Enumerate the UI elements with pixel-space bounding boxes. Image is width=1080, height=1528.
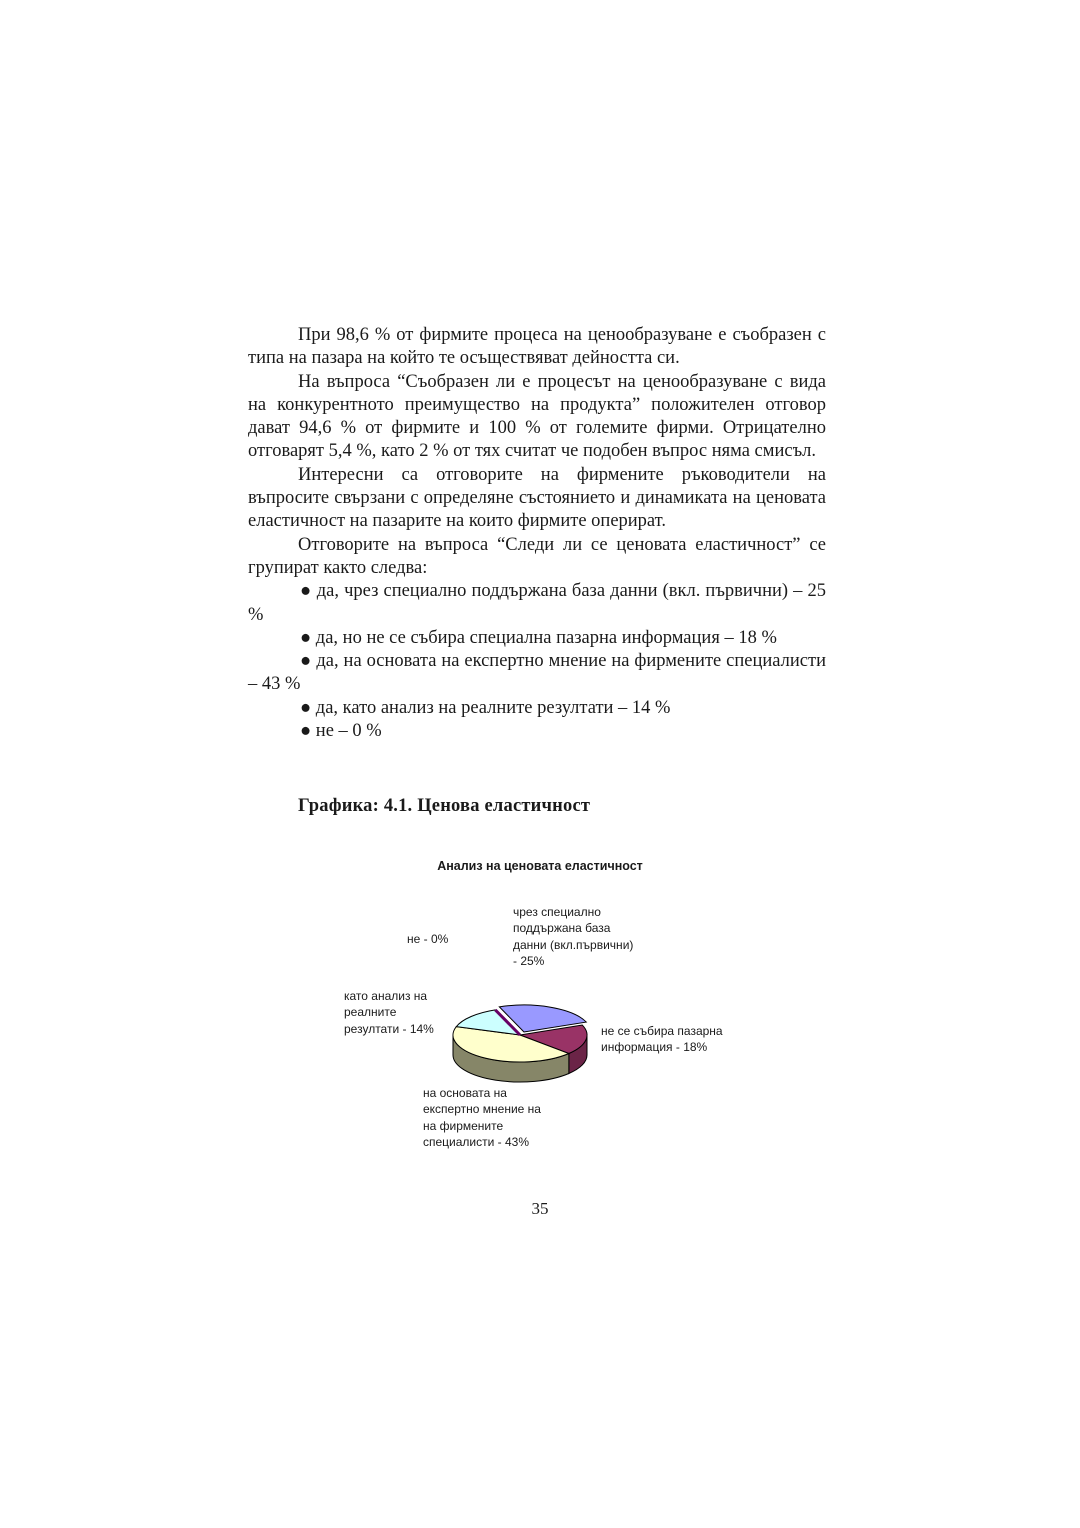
bullet-item-1: ● да, чрез специално поддържана база данни (вкл. първични) – 25 % — [248, 581, 826, 625]
slice-label-expert-opinion: на основата на експертно мнение на на фирмените специалисти - 43% — [423, 1086, 541, 1150]
bullet-item-5: ● не – 0 % — [300, 721, 382, 742]
figure-caption: Графика: 4.1. Ценова еластичност — [298, 796, 591, 816]
paragraph-1: При 98,6 % от фирмите процеса на ценообразуване е съобразен с типа на пазара на който те осъществяват дейността си. — [248, 325, 826, 369]
page-number: 35 — [531, 1199, 549, 1218]
bullet-item-3: ● да, на основата на експертно мнение на фирмените специалисти – 43 % — [248, 651, 826, 695]
slice-label-real-results: като анализ на реалните резултати - 14% — [344, 989, 434, 1036]
slice-label-special-database: чрез специално поддържана база данни (вкл.първични) - 25% — [513, 905, 634, 969]
paragraph-3: Интересни са отговорите на фирмените ръководители на въпросите свързани с определяне състоянието и динамиката на ценовата еластичност на пазарите на които фирмите оперират. — [248, 464, 826, 532]
chart-title: Анализ на ценовата еластичност — [437, 859, 643, 873]
bullet-item-4: ● да, като анализ на реалните резултати – 14 % — [300, 697, 671, 718]
paragraph-4: Отговорите на въпроса “Следи ли се ценовата еластичност” се групират както следва: — [248, 534, 826, 578]
bullet-item-2: ● да, но не се събира специална пазарна информация – 18 % — [300, 627, 777, 648]
slice-label-no: не - 0% — [407, 932, 449, 946]
slice-label-no-market-info: не се събира пазарна информация - 18% — [601, 1024, 723, 1055]
paragraph-2: На въпроса “Съобразен ли е процесът на ценообразуване с вида на конкурентното преимущество на продукта” положителен отговор дават 94,6 % от фирмите и 100 % от големите фирми. Отрицателно отговарят 5,4 %, като 2 % от тях считат че подобен въпрос няма смисъл. — [248, 371, 826, 462]
